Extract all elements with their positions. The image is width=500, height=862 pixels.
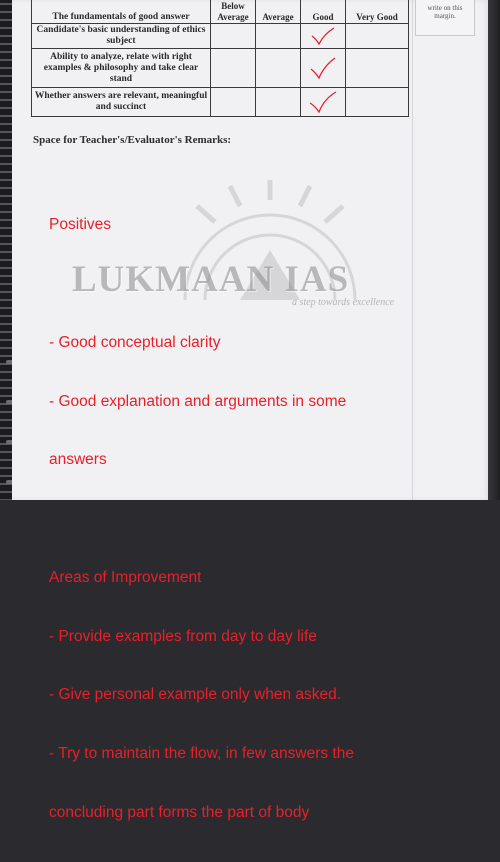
remark-line: Areas of Improvement <box>49 568 202 586</box>
answer-sheet-page <box>12 0 490 821</box>
criterion-cell: Whether answers are relevant, meaningful and succinct <box>32 88 211 117</box>
rating-cell <box>256 24 301 49</box>
remark-line <box>49 274 354 294</box>
rating-cell <box>346 49 409 88</box>
rating-cell-good <box>301 24 346 49</box>
table-header-row <box>32 0 409 24</box>
remark-line: - Good conceptual clarity <box>49 333 221 351</box>
checkmark-icon <box>309 56 337 80</box>
header-criteria: The fundamentals of good answer <box>32 0 211 24</box>
header-average: Average <box>256 0 301 24</box>
remark-line <box>49 509 354 529</box>
remark-line: concluding part forms the part of body <box>49 804 310 821</box>
table-row <box>32 88 409 117</box>
evaluation-table <box>31 0 409 117</box>
rating-cell <box>211 24 256 49</box>
rating-cell-good <box>301 88 346 117</box>
checkmark-icon <box>310 26 336 46</box>
remark-line: answers <box>49 451 107 469</box>
watermark-subtext: a step towards excellence <box>292 297 395 308</box>
rating-cell <box>256 88 301 117</box>
criterion-cell: Candidate's basic understanding of ethics subject <box>32 24 211 49</box>
margin-rule <box>412 0 413 500</box>
evaluator-remarks <box>49 176 354 862</box>
remark-line: - Provide examples from day to day life <box>49 627 317 645</box>
remark-line: - Try to maintain the flow, in few answers the <box>49 745 354 763</box>
checkmark-icon <box>308 90 338 114</box>
table-row <box>32 49 409 88</box>
header-good: Good <box>301 0 346 24</box>
rating-cell <box>211 88 256 117</box>
criterion-cell: Ability to analyze, relate with right examples & philosophy and take clear stand <box>32 49 211 88</box>
header-below-average: Below Average <box>211 0 256 24</box>
table-row <box>32 24 409 49</box>
rating-cell <box>346 24 409 49</box>
rating-cell <box>256 49 301 88</box>
header-very-good: Very Good <box>346 0 409 24</box>
rating-cell-good <box>301 49 346 88</box>
remark-line: Positives <box>49 216 112 234</box>
watermark-text: LUKMAAN IAS <box>72 259 350 300</box>
remark-line: - Good explanation and arguments in some <box>49 392 347 410</box>
remark-line: - Give personal example only when asked. <box>49 686 342 704</box>
page-edge <box>488 0 500 500</box>
rating-cell <box>211 49 256 88</box>
remarks-title: Space for Teacher's/Evaluator's Remarks: <box>33 134 232 146</box>
margin-note: write on this margin. <box>427 4 463 20</box>
rating-cell <box>346 88 409 117</box>
